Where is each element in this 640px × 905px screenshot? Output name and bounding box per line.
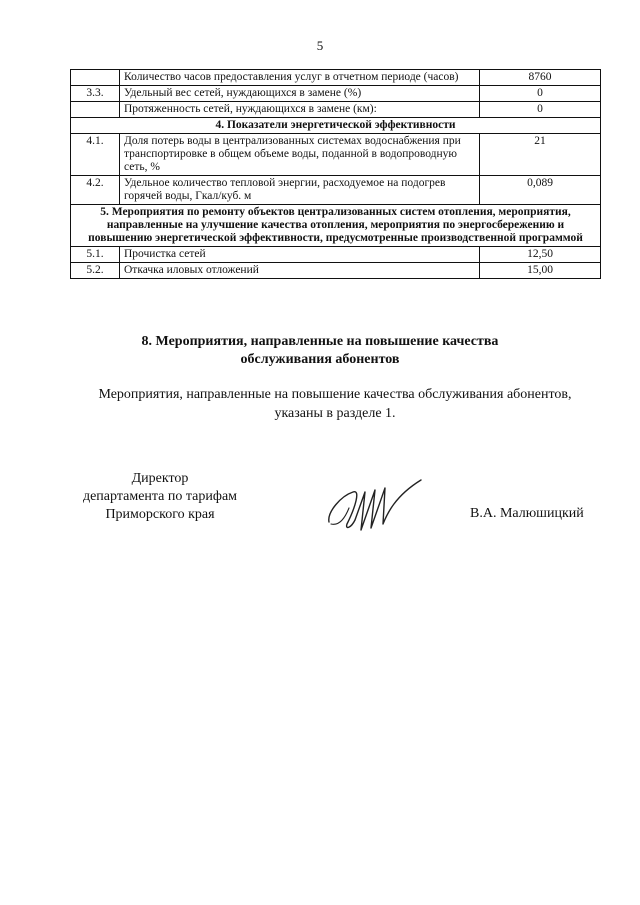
table-row — [71, 102, 601, 118]
signer-name: В.А. Малюшицкий — [470, 506, 584, 521]
section-heading-line1: 8. Мероприятия, направленные на повышение качества — [141, 334, 499, 349]
row-description: Доля потерь воды в централизованных системах водоснабжения при транспортировке в общем объеме воды, поданной в водопроводную сеть, % — [120, 134, 480, 176]
row-value: 0 — [480, 86, 601, 102]
row-number: 5.1. — [71, 247, 120, 263]
table-row — [71, 70, 601, 86]
table-row — [71, 263, 601, 279]
indicators-table-body — [71, 70, 601, 279]
section-title: 5. Мероприятия по ремонту объектов централизованных систем отопления, мероприятия, направленные на улучшение качества отопления, мероприятия по энергосбережению и повышению энергетической эффективности, предусмотренные производственной программой — [71, 205, 601, 247]
row-value: 21 — [480, 134, 601, 176]
section-title: 4. Показатели энергетической эффективности — [71, 118, 601, 134]
row-description: Откачка иловых отложений — [120, 263, 480, 279]
table-row — [71, 247, 601, 263]
table-section-row — [71, 118, 601, 134]
table-section-row — [71, 205, 601, 247]
table-row — [71, 134, 601, 176]
row-number: 5.2. — [71, 263, 120, 279]
table-row — [71, 86, 601, 102]
section-paragraph-line1: Мероприятия, направленные на повышение качества обслуживания абонентов, — [98, 387, 572, 402]
row-description: Прочистка сетей — [120, 247, 480, 263]
row-value: 15,00 — [480, 263, 601, 279]
row-number: 4.1. — [71, 134, 120, 176]
page-number: 5 — [316, 38, 324, 53]
row-number: 4.2. — [71, 176, 120, 205]
signer-title-line1: Директор — [131, 471, 189, 486]
handwritten-signature — [325, 478, 425, 538]
row-description: Количество часов предоставления услуг в отчетном периоде (часов) — [120, 70, 480, 86]
row-number — [71, 102, 120, 118]
row-value: 12,50 — [480, 247, 601, 263]
row-value: 8760 — [480, 70, 601, 86]
section-paragraph-line2: указаны в разделе 1. — [274, 406, 396, 421]
row-description: Удельный вес сетей, нуждающихся в замене (%) — [120, 86, 480, 102]
row-number: 3.3. — [71, 86, 120, 102]
indicators-table — [70, 69, 601, 279]
signer-title-line3: Приморского края — [105, 507, 215, 522]
row-value: 0,089 — [480, 176, 601, 205]
row-number — [71, 70, 120, 86]
section-heading — [0, 333, 640, 369]
table-row — [71, 176, 601, 205]
row-value: 0 — [480, 102, 601, 118]
signer-title — [70, 470, 250, 524]
section-paragraph — [40, 385, 630, 423]
row-description: Удельное количество тепловой энергии, расходуемое на подогрев горячей воды, Гкал/куб. м — [120, 176, 480, 205]
row-description: Протяженность сетей, нуждающихся в замене (км): — [120, 102, 480, 118]
section-heading-line2: обслуживания абонентов — [240, 352, 400, 367]
signer-title-line2: департамента по тарифам — [82, 489, 238, 504]
